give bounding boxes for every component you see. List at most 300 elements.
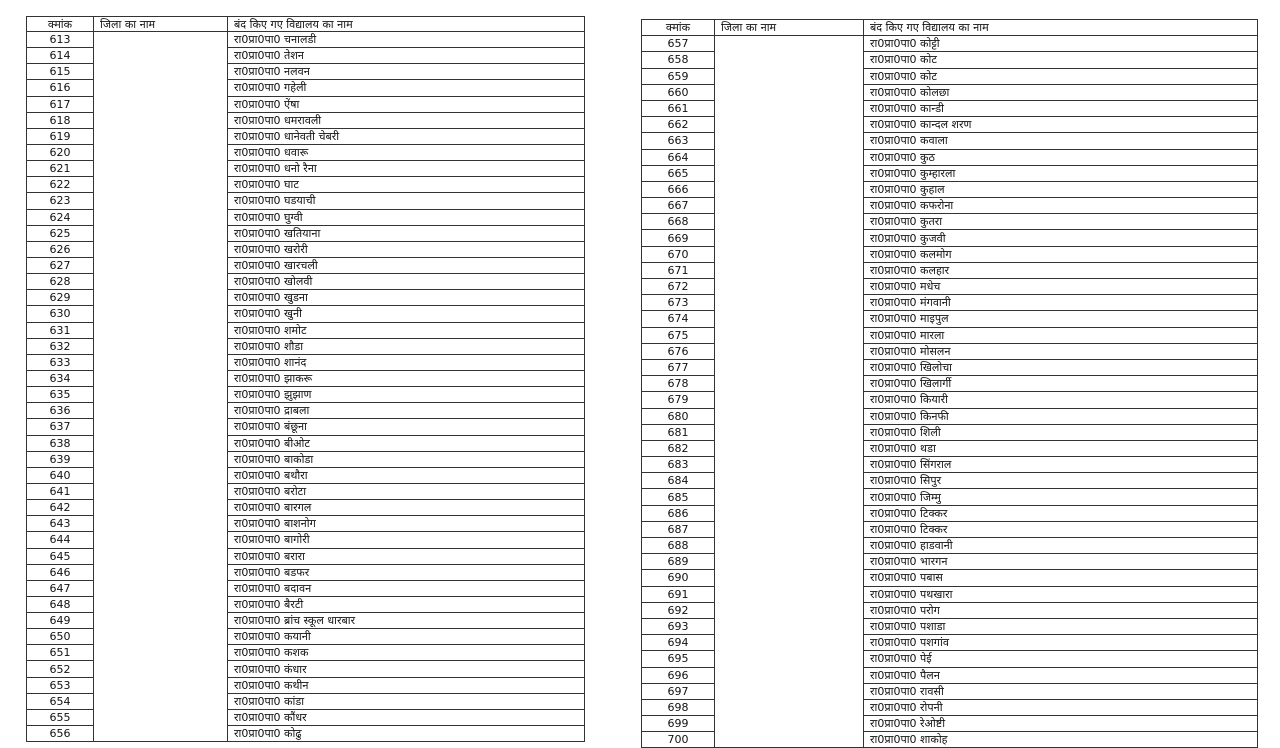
serial-number: 635 [27,387,94,403]
district-cell [715,359,864,375]
table-row [642,618,1258,634]
school-name: रा0प्रा0पा0 कांडा [228,693,585,709]
serial-number: 640 [27,467,94,483]
table-row [642,602,1258,618]
table-row [27,516,585,532]
district-cell [715,667,864,683]
serial-number: 633 [27,354,94,370]
district-header: जिला का नाम [94,17,228,32]
school-name: रा0प्रा0पा0 कोलछा [864,84,1258,100]
table-row [642,359,1258,375]
serial-number: 699 [642,716,715,732]
serial-number: 661 [642,100,715,116]
table-row [642,343,1258,359]
serial-number: 621 [27,161,94,177]
serial-number: 678 [642,376,715,392]
serial-number: 648 [27,596,94,612]
school-name: रा0प्रा0पा0 मारला [864,327,1258,343]
serial-number: 622 [27,177,94,193]
table-row [642,262,1258,278]
table-row [27,128,585,144]
table-row [642,667,1258,683]
school-name: रा0प्रा0पा0 बैरटी [228,596,585,612]
school-name: रा0प्रा0पा0 बरोटा [228,483,585,499]
school-name: रा0प्रा0पा0 झाकरू [228,370,585,386]
table-row [642,117,1258,133]
serial-number: 659 [642,68,715,84]
serial-number: 662 [642,117,715,133]
district-cell [715,473,864,489]
serial-number: 658 [642,52,715,68]
district-cell [94,64,228,80]
district-cell [94,290,228,306]
serial-number: 649 [27,613,94,629]
serial-number: 642 [27,500,94,516]
table-row [642,246,1258,262]
serial-number: 689 [642,554,715,570]
district-cell [94,403,228,419]
serial-number: 674 [642,311,715,327]
school-name: रा0प्रा0पा0 मंगवानी [864,295,1258,311]
school-name: रा0प्रा0पा0 किनफी [864,408,1258,424]
school-name: रा0प्रा0पा0 कान्दल शरण [864,117,1258,133]
district-cell [715,36,864,52]
table-row [642,149,1258,165]
table-row [27,290,585,306]
school-name: रा0प्रा0पा0 रावसी [864,683,1258,699]
table-row [642,554,1258,570]
closed-schools-table-left [26,16,585,742]
table-row [27,629,585,645]
table-row [642,165,1258,181]
table-row [27,177,585,193]
serial-number: 617 [27,96,94,112]
district-cell [94,161,228,177]
table-row [27,193,585,209]
district-cell [94,257,228,273]
district-cell [94,613,228,629]
school-name: रा0प्रा0पा0 कंधार [228,661,585,677]
district-cell [715,521,864,537]
school-name: रा0प्रा0पा0 शानंद [228,354,585,370]
serial-number: 695 [642,651,715,667]
district-cell [94,306,228,322]
serial-number: 690 [642,570,715,586]
table-row [27,48,585,64]
district-cell [94,32,228,48]
serial-number: 652 [27,661,94,677]
table-row [642,181,1258,197]
school-name: रा0प्रा0पा0 खरोरी [228,241,585,257]
school-name: रा0प्रा0पा0 घडयाची [228,193,585,209]
school-name: रा0प्रा0पा0 बाकोडा [228,451,585,467]
table-row [642,457,1258,473]
school-name: रा0प्रा0पा0 धमरावली [228,112,585,128]
district-cell [94,451,228,467]
school-name: रा0प्रा0पा0 धवारू [228,144,585,160]
school-name: रा0प्रा0पा0 पैलन [864,667,1258,683]
district-cell [715,440,864,456]
school-name: रा0प्रा0पा0 बीओट [228,435,585,451]
serial-number: 672 [642,279,715,295]
table-row [642,327,1258,343]
school-name: रा0प्रा0पा0 पबास [864,570,1258,586]
school-name: रा0प्रा0पा0 पशाडा [864,618,1258,634]
serial-number: 697 [642,683,715,699]
school-name: रा0प्रा0पा0 भारगन [864,554,1258,570]
school-name: रा0प्रा0पा0 बथौरा [228,467,585,483]
serial-number: 626 [27,241,94,257]
serial-number: 684 [642,473,715,489]
district-header: जिला का नाम [715,20,864,36]
table-row [27,241,585,257]
table-row [642,52,1258,68]
school-name: रा0प्रा0पा0 शौडा [228,338,585,354]
school-name: रा0प्रा0पा0 बागोरी [228,532,585,548]
school-name: रा0प्रा0पा0 पथखारा [864,586,1258,602]
school-name: रा0प्रा0पा0 रेओष्टी [864,716,1258,732]
table-row [27,500,585,516]
school-name: रा0प्रा0पा0 कुतरा [864,214,1258,230]
table-row [27,225,585,241]
school-name: रा0प्रा0पा0 धानेवती चेबरी [228,128,585,144]
district-cell [715,311,864,327]
serial-number: 654 [27,693,94,709]
serial-number: 667 [642,198,715,214]
district-cell [94,338,228,354]
district-cell [715,327,864,343]
serial-number: 676 [642,343,715,359]
table-row [27,677,585,693]
school-name: रा0प्रा0पा0 कान्डी [864,100,1258,116]
serial-number: 694 [642,635,715,651]
serial-number: 636 [27,403,94,419]
school-name: रा0प्रा0पा0 कुहाल [864,181,1258,197]
serial-number: 624 [27,209,94,225]
district-cell [94,387,228,403]
table-row [642,683,1258,699]
serial-number: 663 [642,133,715,149]
district-cell [94,370,228,386]
school-name: रा0प्रा0पा0 कुजवी [864,230,1258,246]
district-cell [94,128,228,144]
table-row [27,564,585,580]
serial-number: 683 [642,457,715,473]
school-name: रा0प्रा0पा0 तेशन [228,48,585,64]
district-cell [94,500,228,516]
school-name: रा0प्रा0पा0 पेई [864,651,1258,667]
school-name: रा0प्रा0पा0 घाट [228,177,585,193]
district-cell [94,677,228,693]
school-name: रा0प्रा0पा0 रोपनी [864,699,1258,715]
district-cell [715,149,864,165]
serial-number: 679 [642,392,715,408]
school-name: रा0प्रा0पा0 बडफर [228,564,585,580]
table-row [27,435,585,451]
school-name: रा0प्रा0पा0 पशगांव [864,635,1258,651]
school-name: रा0प्रा0पा0 झुझाण [228,387,585,403]
serial-number: 614 [27,48,94,64]
table-row [27,532,585,548]
table-row [27,693,585,709]
district-cell [94,209,228,225]
table-row [27,403,585,419]
table-row [642,538,1258,554]
school-name: रा0प्रा0पा0 घुग्वी [228,209,585,225]
serial-number: 620 [27,144,94,160]
serial-number: 680 [642,408,715,424]
serial-number: 673 [642,295,715,311]
school-name: रा0प्रा0पा0 कोट [864,52,1258,68]
school-name: रा0प्रा0पा0 हाडवानी [864,538,1258,554]
serial-number: 646 [27,564,94,580]
serial-number: 670 [642,246,715,262]
school-name: रा0प्रा0पा0 खिलार्गी [864,376,1258,392]
serial-number: 681 [642,424,715,440]
school-name: रा0प्रा0पा0 कौंधर [228,709,585,725]
serial-number: 634 [27,370,94,386]
table-row [27,306,585,322]
district-cell [715,602,864,618]
district-cell [715,68,864,84]
serial-number: 664 [642,149,715,165]
serial-number: 623 [27,193,94,209]
school-name: रा0प्रा0पा0 खिलोचा [864,359,1258,375]
table-row [642,68,1258,84]
district-cell [715,618,864,634]
table-row [27,112,585,128]
district-cell [715,133,864,149]
serial-number: 675 [642,327,715,343]
school-name: रा0प्रा0पा0 खुनी [228,306,585,322]
table-row [642,440,1258,456]
serial-number: 629 [27,290,94,306]
district-cell [94,274,228,290]
table-row [27,580,585,596]
district-cell [715,376,864,392]
district-cell [94,596,228,612]
table-row [27,596,585,612]
serial-number: 632 [27,338,94,354]
school-name: रा0प्रा0पा0 चनालडी [228,32,585,48]
serial-number: 665 [642,165,715,181]
serial-number: 677 [642,359,715,375]
district-cell [94,241,228,257]
school-name: रा0प्रा0पा0 परोग [864,602,1258,618]
table-row [27,144,585,160]
serial-header: क्मांक [642,20,715,36]
district-cell [715,392,864,408]
district-cell [94,516,228,532]
school-name: रा0प्रा0पा0 सिंगराल [864,457,1258,473]
school-name: रा0प्रा0पा0 खारचली [228,257,585,273]
serial-number: 616 [27,80,94,96]
district-cell [94,177,228,193]
table-row [27,257,585,273]
table-body-right [642,36,1258,748]
school-name: रा0प्रा0पा0 कोट [864,68,1258,84]
table-row [642,570,1258,586]
table-row [642,230,1258,246]
table-row [27,370,585,386]
table-row [27,419,585,435]
school-name: रा0प्रा0पा0 कुठ [864,149,1258,165]
district-cell [94,645,228,661]
district-cell [715,683,864,699]
district-cell [715,651,864,667]
district-cell [715,538,864,554]
school-name: रा0प्रा0पा0 शिली [864,424,1258,440]
table-row [27,322,585,338]
district-cell [94,467,228,483]
serial-number: 691 [642,586,715,602]
table-row [642,716,1258,732]
table-row [642,473,1258,489]
table-row [27,726,585,742]
table-row [642,699,1258,715]
district-cell [94,322,228,338]
school-name: रा0प्रा0पा0 बदावन [228,580,585,596]
school-name: रा0प्रा0पा0 मोसलन [864,343,1258,359]
school-name: रा0प्रा0पा0 कशक [228,645,585,661]
serial-number: 688 [642,538,715,554]
district-cell [94,580,228,596]
serial-number: 631 [27,322,94,338]
serial-number: 651 [27,645,94,661]
district-cell [715,246,864,262]
district-cell [715,84,864,100]
serial-number: 669 [642,230,715,246]
table-body-left [27,32,585,742]
district-cell [94,548,228,564]
school-name: रा0प्रा0पा0 बारगल [228,500,585,516]
header-row [27,17,585,32]
serial-number: 647 [27,580,94,596]
school-name: रा0प्रा0पा0 ऐंषा [228,96,585,112]
school-header: बंद किए गए विद्यालय का नाम [864,20,1258,36]
table-row [642,133,1258,149]
serial-number: 687 [642,521,715,537]
district-cell [94,354,228,370]
table-row [27,338,585,354]
serial-number: 671 [642,262,715,278]
serial-number: 696 [642,667,715,683]
district-cell [715,570,864,586]
school-name: रा0प्रा0पा0 बरारा [228,548,585,564]
school-name: रा0प्रा0पा0 खुडना [228,290,585,306]
district-cell [715,165,864,181]
table-row [642,392,1258,408]
district-cell [715,198,864,214]
district-cell [715,343,864,359]
serial-number: 639 [27,451,94,467]
school-name: रा0प्रा0पा0 कलमोग [864,246,1258,262]
school-name: रा0प्रा0पा0 शमोट [228,322,585,338]
district-cell [94,144,228,160]
school-name: रा0प्रा0पा0 कवाला [864,133,1258,149]
district-cell [94,435,228,451]
school-name: रा0प्रा0पा0 कोट्टी [864,36,1258,52]
serial-number: 630 [27,306,94,322]
district-cell [94,225,228,241]
district-cell [715,716,864,732]
serial-number: 653 [27,677,94,693]
district-cell [94,726,228,742]
serial-number: 644 [27,532,94,548]
school-name: रा0प्रा0पा0 सिपुर [864,473,1258,489]
district-cell [94,661,228,677]
district-cell [715,214,864,230]
serial-number: 615 [27,64,94,80]
table-row [27,548,585,564]
district-cell [715,181,864,197]
district-cell [94,709,228,725]
table-row [642,198,1258,214]
school-name: रा0प्रा0पा0 द्राबला [228,403,585,419]
table-row [642,295,1258,311]
serial-number: 668 [642,214,715,230]
serial-number: 692 [642,602,715,618]
serial-number: 685 [642,489,715,505]
school-name: रा0प्रा0पा0 मधेच [864,279,1258,295]
table-row [642,279,1258,295]
table-row [27,483,585,499]
school-name: रा0प्रा0पा0 खतियाना [228,225,585,241]
table-row [27,64,585,80]
district-cell [94,80,228,96]
table-row [27,96,585,112]
district-cell [94,564,228,580]
serial-number: 656 [27,726,94,742]
district-cell [715,408,864,424]
school-name: रा0प्रा0पा0 कलहार [864,262,1258,278]
table-row [642,311,1258,327]
district-cell [715,635,864,651]
school-name: रा0प्रा0पा0 कोढु [228,726,585,742]
school-name: रा0प्रा0पा0 शाकोह [864,732,1258,748]
table-row [27,80,585,96]
school-name: रा0प्रा0पा0 टिक्कर [864,505,1258,521]
district-cell [94,483,228,499]
table-row [27,613,585,629]
district-cell [715,117,864,133]
school-name: रा0प्रा0पा0 गहेली [228,80,585,96]
table-row [642,635,1258,651]
table-row [642,586,1258,602]
school-name: रा0प्रा0पा0 माइपुल [864,311,1258,327]
serial-number: 643 [27,516,94,532]
district-cell [715,230,864,246]
table-row [27,451,585,467]
table-row [27,661,585,677]
table-row [642,489,1258,505]
serial-number: 657 [642,36,715,52]
table-row [642,651,1258,667]
district-cell [715,52,864,68]
table-row [27,32,585,48]
serial-number: 700 [642,732,715,748]
district-cell [715,554,864,570]
table-row [642,84,1258,100]
table-row [27,709,585,725]
district-cell [715,295,864,311]
district-cell [94,112,228,128]
table-row [27,467,585,483]
school-name: रा0प्रा0पा0 कफरोना [864,198,1258,214]
serial-header: क्मांक [27,17,94,32]
serial-number: 638 [27,435,94,451]
serial-number: 650 [27,629,94,645]
